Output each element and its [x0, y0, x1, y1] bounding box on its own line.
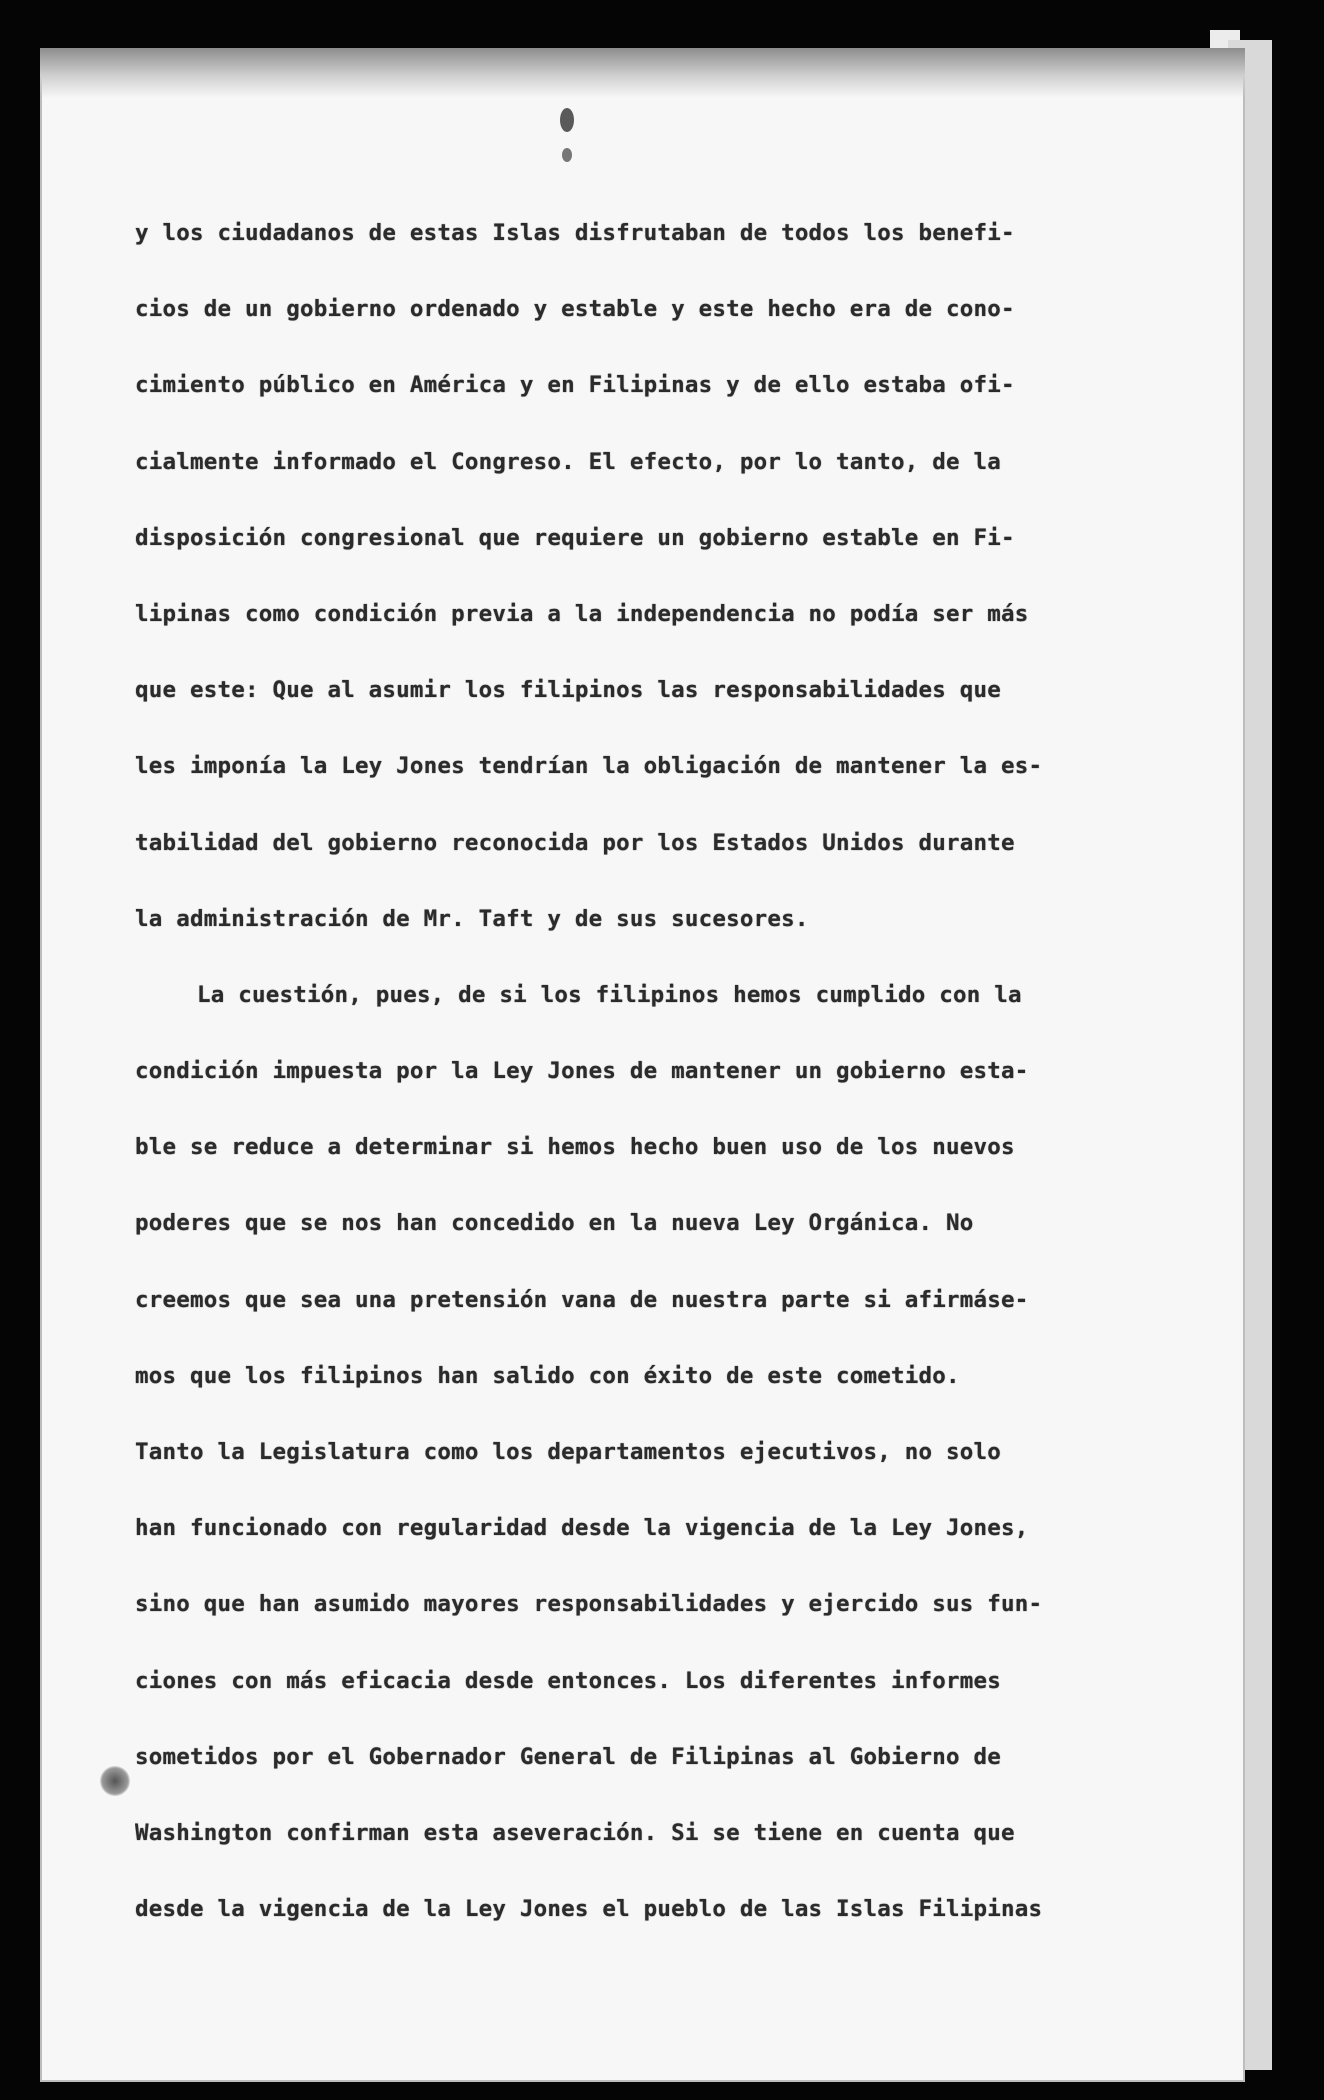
text-line: disposición congresional que requiere un gobierno estable en Fi-: [135, 524, 1015, 551]
text-line: sometidos por el Gobernador General de Filipinas al Gobierno de: [135, 1743, 1002, 1770]
text-line: tabilidad del gobierno reconocida por los Estados Unidos durante: [135, 829, 1015, 856]
text-line: cios de un gobierno ordenado y estable y este hecho era de cono-: [135, 296, 1015, 323]
page-body-text: [135, 215, 1200, 1967]
text-line: la administración de Mr. Taft y de sus sucesores.: [135, 905, 809, 932]
text-line: les imponía la Ley Jones tendrían la obligación de mantener la es-: [135, 753, 1043, 780]
text-line: poderes que se nos han concedido en la nueva Ley Orgánica. No: [135, 1210, 974, 1237]
paragraph-start-line: La cuestión, pues, de si los filipinos hemos cumplido con la: [197, 981, 1022, 1008]
text-line: creemos que sea una pretensión vana de nuestra parte si afirmáse-: [135, 1286, 1029, 1313]
text-line: desde la vigencia de la Ley Jones el pueblo de las Islas Filipinas: [135, 1896, 1043, 1923]
text-line: Tanto la Legislatura como los departamentos ejecutivos, no solo: [135, 1439, 1002, 1465]
text-line: cimiento público en América y en Filipinas y de ello estaba ofi-: [135, 372, 1015, 399]
text-line: condición impuesta por la Ley Jones de mantener un gobierno esta-: [135, 1058, 1029, 1085]
text-line: Washington confirman esta aseveración. Si se tiene en cuenta que: [135, 1819, 1015, 1846]
text-line: mos que los filipinos han salido con éxito de este cometido.: [135, 1362, 960, 1389]
text-line: ble se reduce a determinar si hemos hecho buen uso de los nuevos: [135, 1134, 1015, 1161]
text-line: que este: Que al asumir los filipinos las responsabilidades que: [135, 677, 1002, 704]
text-line: cialmente informado el Congreso. El efecto, por lo tanto, de la: [135, 448, 1002, 475]
ink-smudge: [560, 108, 574, 132]
ink-smudge: [562, 148, 572, 162]
text-line: ciones con más eficacia desde entonces. Los diferentes informes: [135, 1667, 1002, 1694]
text-line: sino que han asumido mayores responsabilidades y ejercido sus fun-: [135, 1591, 1043, 1618]
text-line: han funcionado con regularidad desde la vigencia de la Ley Jones,: [135, 1515, 1029, 1542]
text-line: y los ciudadanos de estas Islas disfrutaban de todos los benefi-: [135, 220, 1015, 246]
text-line: lipinas como condición previa a la independencia no podía ser más: [135, 600, 1029, 627]
punch-hole-mark: [100, 1766, 130, 1796]
